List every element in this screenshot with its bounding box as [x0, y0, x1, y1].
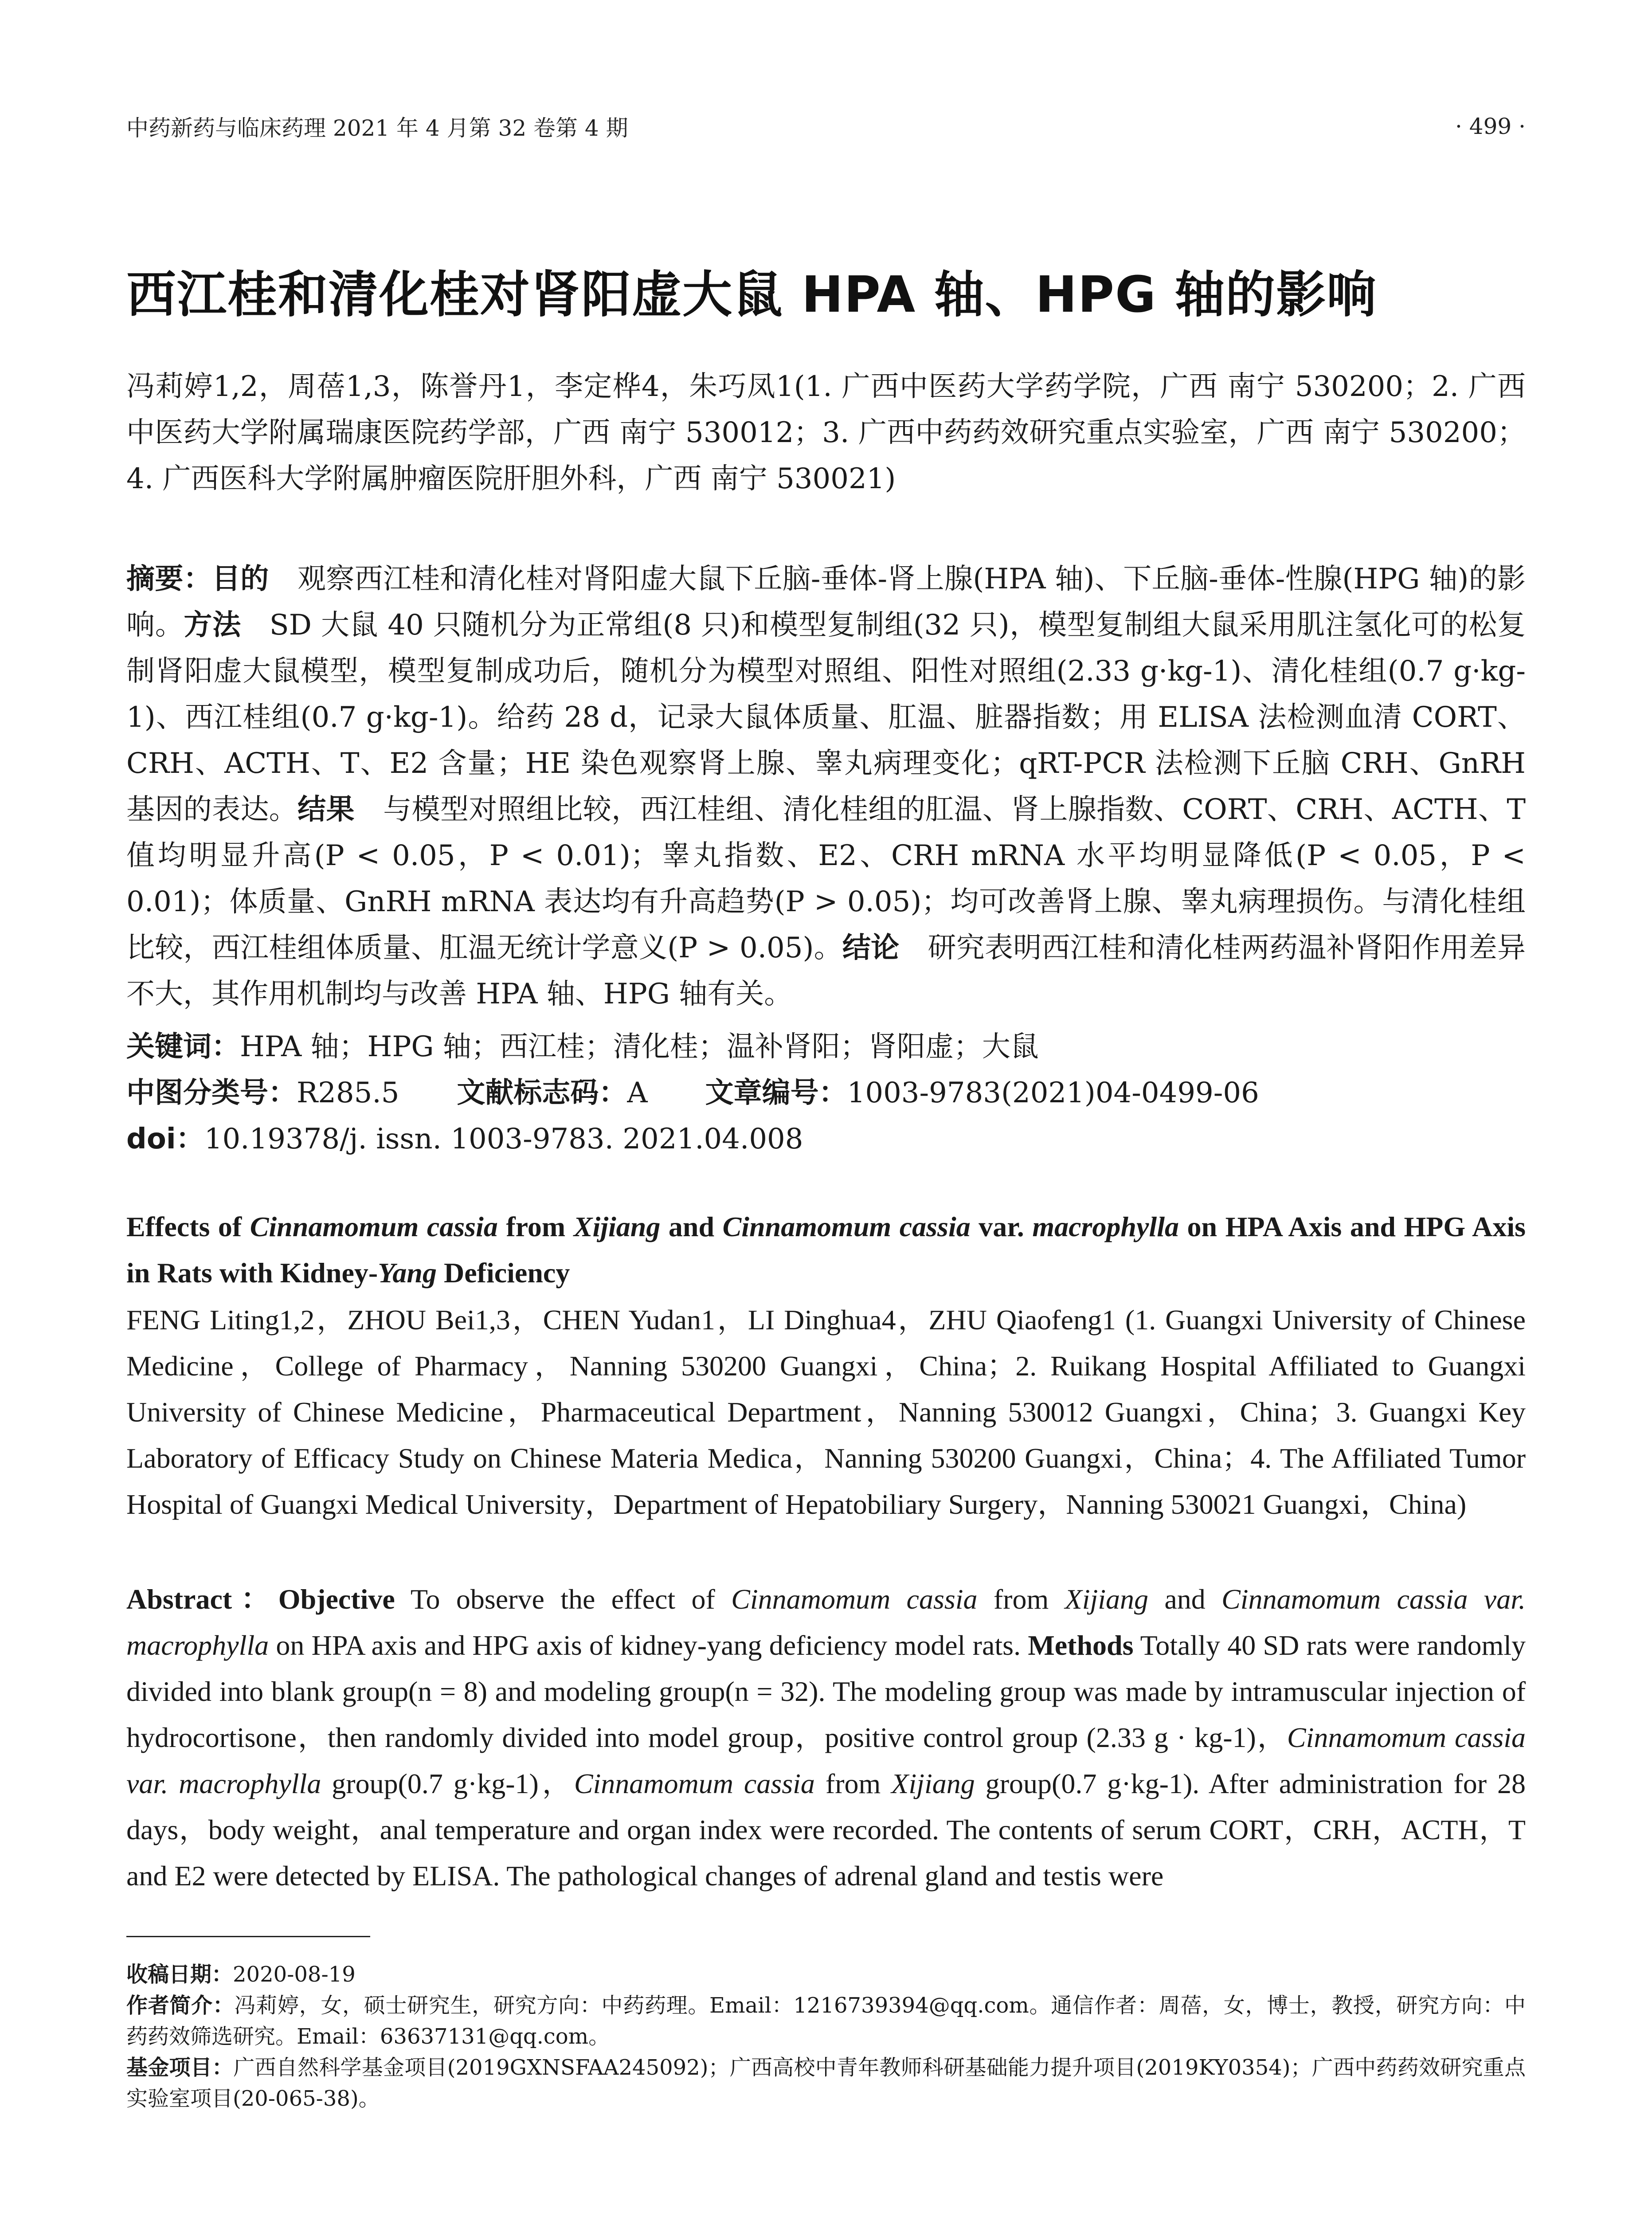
objective-text: 观察西江桂和清化桂对肾阳虚大鼠下丘脑-垂体-肾上腺(HPA 轴)、下丘脑-垂体-性腺(HPG 轴)的影响。	[126, 563, 1526, 642]
abstract-en-text: from	[814, 1768, 892, 1799]
article-no-value: 1003-9783(2021)04-0499-06	[847, 1077, 1259, 1109]
methods-en-label: Methods	[1028, 1629, 1134, 1661]
footnote-received	[126, 1959, 1526, 1990]
footnote-author	[126, 1990, 1526, 2052]
abstract-en	[126, 1576, 1526, 1899]
results-text: 与模型对照组比较，西江桂组、清化桂组的肛温、肾上腺指数、CORT、CRH、ACTH、T 值均明显升高(P < 0.05，P < 0.01)；睾丸指数、E2、CRH mRNA 水平均明显降低(P < 0.05，P < 0.01)；体质量、GnRH mRNA 表达均有升高趋势(P > 0.05)；均可改善肾上腺、睾丸病理损伤。与清化桂组比较，西江桂组体质量、肛温无统计学意义(P > 0.05)。	[126, 793, 1526, 964]
title-en-part: Effects of	[126, 1211, 250, 1242]
classification-line	[126, 1070, 1526, 1116]
title-en-part: from	[497, 1211, 574, 1242]
abstract-en-italic: Cinnamomum cassia var. macrophylla	[126, 1722, 1526, 1799]
abstract-en-text: group(0.7 g·kg-1). After administration for 28 days，body weight，anal temperature and organ index were recorded. The contents of serum CORT，CRH，ACTH，T and E2 were detected by ELISA. The pathological changes of adrenal gland and testis were	[126, 1768, 1526, 1892]
title-en-part: Deficiency	[437, 1257, 570, 1289]
methods-label: 方法	[184, 609, 241, 642]
abstract-en-text: on HPA axis and HPG axis of kidney-yang deficiency model rats.	[269, 1629, 1028, 1661]
title-en-italic: Cinnamomum cassia	[722, 1211, 971, 1242]
results-label: 结果	[298, 793, 355, 826]
abstract-en-text: Totally 40 SD rats were randomly divided into blank group(n = 8) and modeling group(n = 32). The modeling group was made by intramuscular injection of hydrocortisone，then randomly divided into model group，positive control group (2.33 g · kg-1)，	[126, 1629, 1526, 1753]
received-label: 收稿日期：	[126, 1962, 233, 1987]
abstract-en-text: from	[977, 1583, 1065, 1615]
abstract-en-italic: Xijiang	[1065, 1583, 1149, 1615]
footnotes	[126, 1959, 1526, 2114]
title-en-italic: Yang	[378, 1257, 437, 1289]
keywords-line	[126, 1024, 1526, 1070]
keywords-label: 关键词：	[126, 1030, 240, 1063]
clc-value: R285.5	[297, 1077, 399, 1109]
doc-code-value: A	[627, 1077, 648, 1109]
doi-line	[126, 1116, 1526, 1162]
abstract-en-label: Abstract：	[126, 1583, 278, 1615]
journal-issue-line: 中药新药与临床药理 2021 年 4 月第 32 卷第 4 期	[126, 115, 628, 141]
abstract-en-italic: Xijiang	[891, 1768, 975, 1799]
abstract-en-italic: Cinnamomum cassia var. macrophylla	[126, 1583, 1526, 1661]
authors-affiliations-cn: 冯莉婷1,2，周蓓1,3，陈誉丹1，李定桦4，朱巧凤1(1. 广西中医药大学药学院，广西 南宁 530200；2. 广西中医药大学附属瑞康医院药学部，广西 南宁 530012；3. 广西中药药效研究重点实验室，广西 南宁 530200；4. 广西医科大学附属肿瘤医院肝胆外科，广西 南宁 530021)	[126, 370, 1526, 495]
author-bio-label: 作者简介：	[126, 1993, 235, 2018]
abstract-cn	[126, 556, 1526, 1017]
article-title-en	[126, 1204, 1526, 1296]
doi-value: 10.19378/j. issn. 1003-9783. 2021.04.008	[204, 1123, 803, 1156]
title-en-part: var.	[970, 1211, 1033, 1242]
title-en-italic: macrophylla	[1032, 1211, 1179, 1242]
abstract-en-italic: Cinnamomum cassia	[731, 1583, 978, 1615]
abstract-en-text: To observe the effect of	[395, 1583, 732, 1615]
received-date: 2020-08-19	[233, 1962, 356, 1987]
conclusion-text: 研究表明西江桂和清化桂两药温补肾阳作用差异不大，其作用机制均与改善 HPA 轴、HPG 轴有关。	[126, 932, 1526, 1011]
abstract-en-italic: Cinnamomum cassia	[574, 1768, 815, 1799]
footnote-divider	[126, 1936, 370, 1937]
abstract-label: 摘要：	[126, 563, 212, 595]
conclusion-label: 结论	[842, 932, 900, 964]
title-en-italic: Cinnamomum cassia	[250, 1211, 498, 1242]
doi-label: doi：	[126, 1123, 204, 1156]
article-no-label: 文章编号：	[705, 1077, 847, 1109]
objective-label: 目的	[211, 563, 269, 595]
authors-affiliations-en: FENG Liting1,2，ZHOU Bei1,3，CHEN Yudan1，LI Dinghua4，ZHU Qiaofeng1 (1. Guangxi University of Chinese Medicine，College of Pharmacy，Nanning 530200 Guangxi，China；2. Ruikang Hospital Affiliated to Guangxi University of Chinese Medicine，Pharmaceutical Department，Nanning 530012 Guangxi，China；3. Guangxi Key Laboratory of Efficacy Study on Chinese Materia Medica，Nanning 530200 Guangxi，China；4. The Affiliated Tumor Hospital of Guangxi Medical University，Department of Hepatobiliary Surgery，Nanning 530021 Guangxi，China)	[126, 1304, 1526, 1520]
keywords-text: HPA 轴；HPG 轴；西江桂；清化桂；温补肾阳；肾阳虚；大鼠	[240, 1030, 1039, 1063]
abstract-en-text: group(0.7 g·kg-1)，	[321, 1768, 574, 1799]
methods-text: SD 大鼠 40 只随机分为正常组(8 只)和模型复制组(32 只)，模型复制组大鼠采用肌注氢化可的松复制肾阳虚大鼠模型，模型复制成功后，随机分为模型对照组、阳性对照组(2.33 g·kg-1)、清化桂组(0.7 g·kg-1)、西江桂组(0.7 g·kg-1)。给药 28 d，记录大鼠体质量、肛温、脏器指数；用 ELISA 法检测血清 CORT、CRH、ACTH、T、E2 含量；HE 染色观察肾上腺、睾丸病理变化；qRT-PCR 法检测下丘脑 CRH、GnRH 基因的表达。	[126, 609, 1526, 826]
article-title-cn: 西江桂和清化桂对肾阳虚大鼠 HPA 轴、HPG 轴的影响	[126, 266, 1377, 324]
running-header	[126, 111, 1526, 142]
fund-label: 基金项目：	[126, 2055, 234, 2080]
fund-text: 广西自然科学基金项目(2019GXNSFAA245092)；广西高校中青年教师科研基础能力提升项目(2019KY0354)；广西中药药效研究重点实验室项目(20-065-38)。	[126, 2055, 1526, 2111]
page-number: · 499 ·	[1455, 114, 1526, 139]
author-bio: 冯莉婷，女，硕士研究生，研究方向：中药药理。Email：1216739394@qq.com。通信作者：周蓓，女，博士，教授，研究方向：中药药效筛选研究。Email：63637131@qq.com。	[126, 1993, 1526, 2049]
doc-code-label: 文献标志码：	[457, 1077, 627, 1109]
title-en-part: on HPA Axis and HPG Axis in Rats with Kidney-	[126, 1211, 1526, 1289]
title-en-part: and	[660, 1211, 723, 1242]
clc-label: 中图分类号：	[126, 1077, 297, 1109]
objective-en-label: Objective	[278, 1583, 395, 1615]
footnote-fund	[126, 2052, 1526, 2114]
abstract-en-text: and	[1148, 1583, 1222, 1615]
title-en-italic: Xijiang	[573, 1211, 661, 1242]
